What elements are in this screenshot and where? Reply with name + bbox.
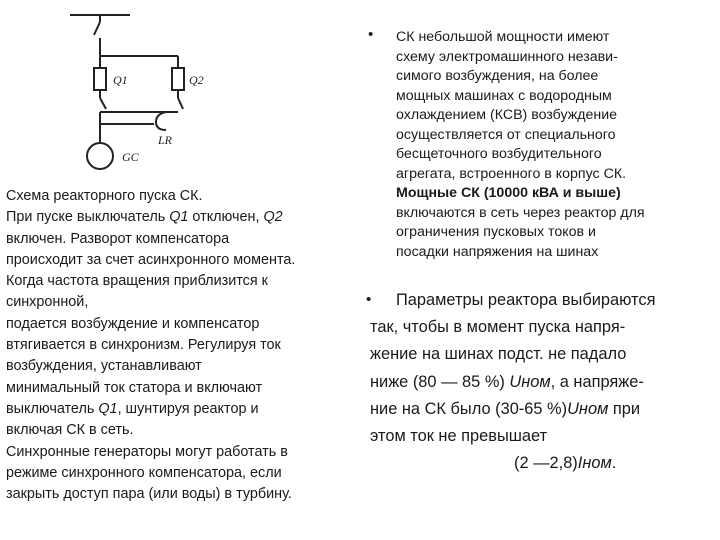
text-line: закрыть доступ пара (или воды) в турбину. [6,486,292,503]
excitation-note [396,28,716,262]
text-line-bold: Мощные СК (10000 кВА и выше) [396,185,621,201]
text-line: подается возбуждение и компенсатор [6,315,260,332]
text-line: ограничения пусковых токов и [396,224,596,240]
text-line: минимальный ток статора и включают [6,379,263,396]
text-line: возбуждения, устанавливают [6,358,202,375]
text-line: бесщеточного возбудительного [396,146,602,162]
text-line: симого возбуждения, на более [396,68,599,84]
text-line: ние на СК было (30-65 %)Uном при [370,399,641,418]
text-line: выключатель Q1, шунтируя реактор и [6,400,259,417]
text-line: посадки напряжения на шинах [396,243,599,260]
text-line: Синхронные генераторы могут работать в [6,443,288,460]
text-line: агрегата, встроенного в корпус СК. [396,165,627,182]
text-line: включаются в сеть через реактор для [396,204,645,221]
text-line: режиме синхронного компенсатора, если [6,464,282,481]
text-line: осуществляется от специального [396,126,616,143]
q2-switch [178,98,183,109]
text-line: (2 —2,8)Iном. [514,454,617,473]
text-line: мощных машинах с водородным [396,87,612,104]
q2-element [172,68,184,90]
reactor-start-description [6,186,370,505]
text-line: ниже (80 — 85 %) Uном, а напряже- [370,372,644,391]
text-line: охлаждением (КСВ) возбуждение [396,107,618,123]
text-line: жение на шинах подст. не падало [370,345,627,364]
text-line: включен. Разворот компенсатора [6,230,230,247]
compensator-gc [87,143,113,169]
q1-switch [100,98,106,109]
bullet-marker: • [366,291,372,308]
text-line: так, чтобы в момент пуска напря- [370,318,626,337]
text-line: Параметры реактора выбираются [396,291,656,309]
text-line: схему электромашинного незави- [396,48,618,65]
text-line: происходит за счет асинхронного момента. [6,251,296,268]
text-line: При пуске выключатель Q1 отключен, Q2 [6,209,283,226]
main-switch [94,22,100,35]
text-line: включая СК в сеть. [6,422,134,439]
reactor-parameters-note [370,287,716,477]
label-lr: LR [158,133,173,147]
q1-element [94,68,106,90]
text-line: Когда частота вращения приблизится к [6,273,268,290]
label-q2: Q2 [189,73,204,87]
text-line: Схема реакторного пуска СК. [6,188,203,204]
reactor-start-circuit-diagram [58,2,228,184]
label-gc: GC [122,150,139,164]
text-line: втягивается в синхронизм. Регулируя ток [6,337,281,354]
bullet-marker: • [368,26,374,43]
text-line: синхронной, [6,294,89,311]
reactor-lr [156,112,178,130]
text-line: СК небольшой мощности имеют [396,29,610,45]
text-line: этом ток не превышает [370,427,548,446]
label-q1: Q1 [113,73,128,87]
